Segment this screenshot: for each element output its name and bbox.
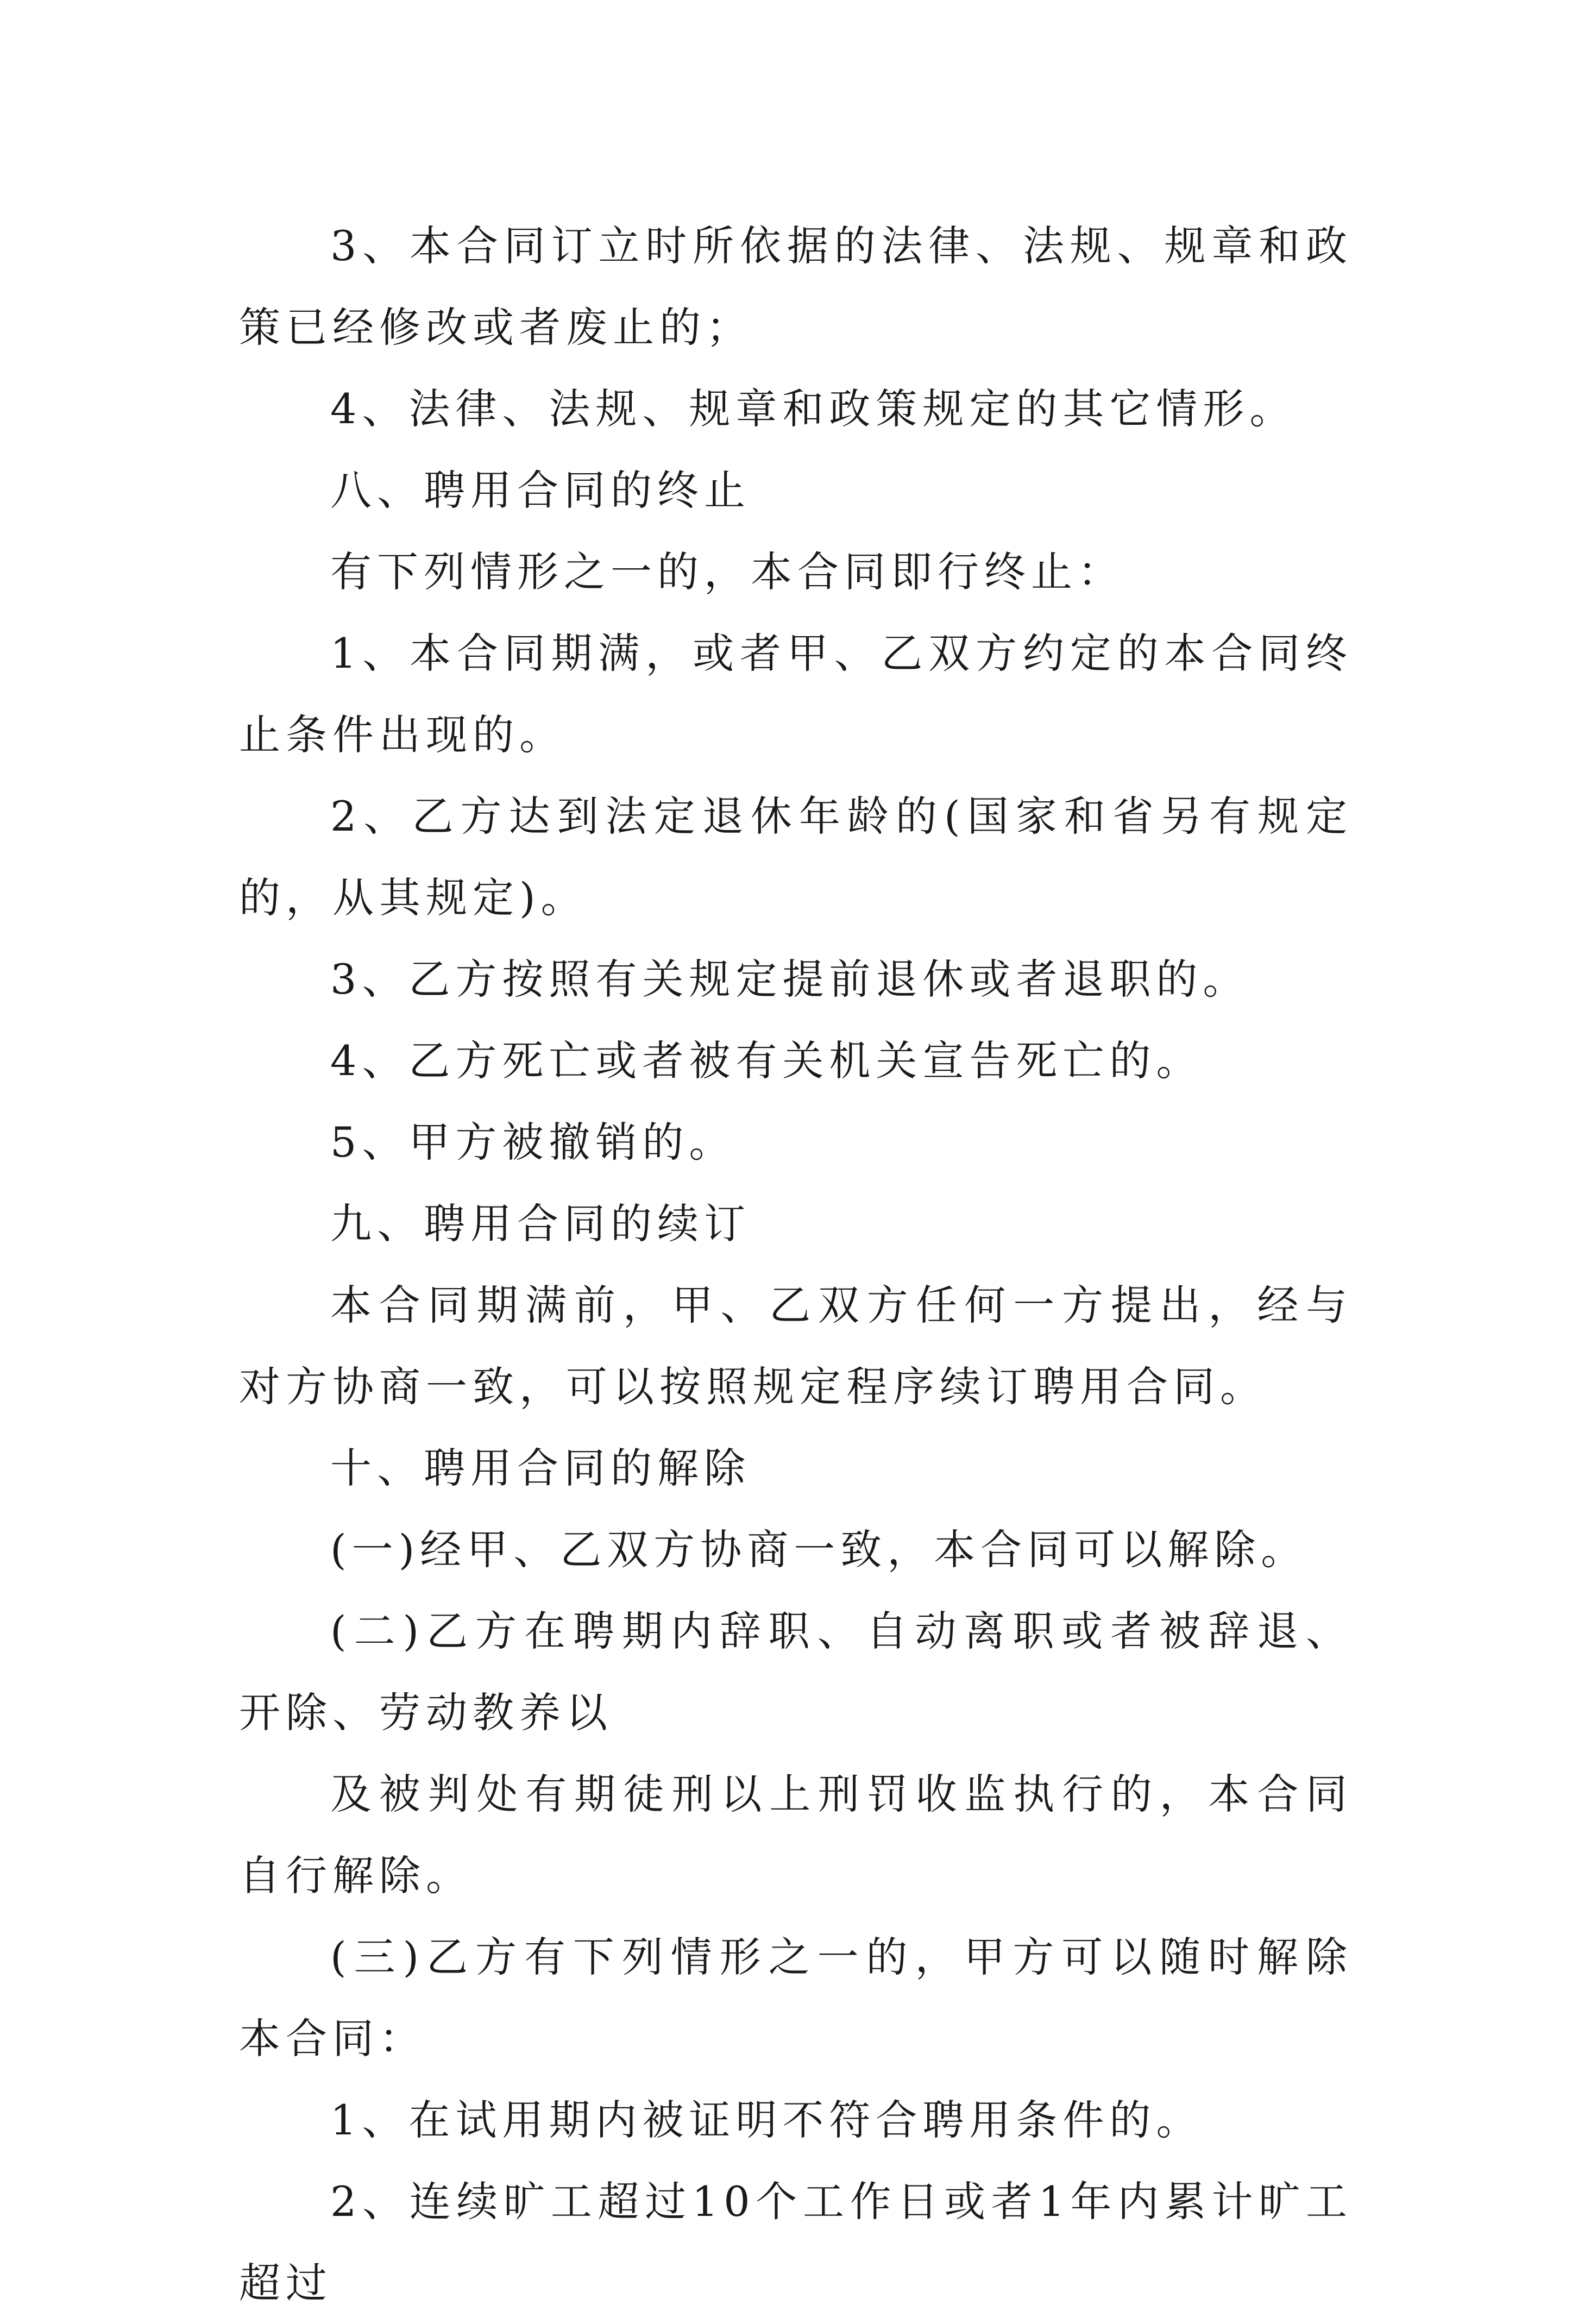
document-body bbox=[239, 205, 1353, 2324]
paragraph-dissolution-1: (一)经甲、乙双方协商一致，本合同可以解除。 bbox=[330, 1525, 1308, 1574]
paragraph-termination-5: 5、甲方被撤销的。 bbox=[330, 1118, 736, 1166]
paragraph-termination-3: 3、乙方按照有关规定提前退休或者退职的。 bbox=[330, 955, 1250, 1003]
paragraph-item-3-amendment: 3、本合同订立时所依据的法律、法规、规章和政策已经修改或者废止的； bbox=[239, 222, 1353, 351]
paragraph-dissolution-2a: (二)乙方在聘期内辞职、自动离职或者被辞退、开除、劳动教养以 bbox=[239, 1607, 1353, 1737]
paragraph-termination-intro: 有下列情形之一的，本合同即行终止： bbox=[330, 548, 1124, 596]
paragraph-termination-4: 4、乙方死亡或者被有关机关宣告死亡的。 bbox=[330, 1037, 1203, 1085]
paragraph-termination-2: 2、乙方达到法定退休年龄的(国家和省另有规定的，从其规定)。 bbox=[239, 792, 1353, 922]
paragraph-dissolution-3-item-2: 2、连续旷工超过10个工作日或者1年内累计旷工超过 bbox=[239, 2177, 1353, 2307]
paragraph-dissolution-2b: 及被判处有期徒刑以上刑罚收监执行的，本合同自行解除。 bbox=[239, 1770, 1353, 1900]
section-heading-termination: 八、聘用合同的终止 bbox=[330, 466, 751, 514]
paragraph-dissolution-3-item-1: 1、在试用期内被证明不符合聘用条件的。 bbox=[330, 2096, 1203, 2144]
section-heading-dissolution: 十、聘用合同的解除 bbox=[330, 1444, 751, 1492]
paragraph-item-4-other-cases: 4、法律、法规、规章和政策规定的其它情形。 bbox=[330, 385, 1297, 433]
section-heading-renewal: 九、聘用合同的续订 bbox=[330, 1199, 751, 1248]
paragraph-termination-1: 1、本合同期满，或者甲、乙双方约定的本合同终止条件出现的。 bbox=[239, 629, 1353, 759]
paragraph-renewal: 本合同期满前，甲、乙双方任何一方提出，经与对方协商一致，可以按照规定程序续订聘用合同。 bbox=[239, 1281, 1353, 1411]
paragraph-dissolution-3: (三)乙方有下列情形之一的，甲方可以随时解除本合同： bbox=[239, 1933, 1353, 2063]
